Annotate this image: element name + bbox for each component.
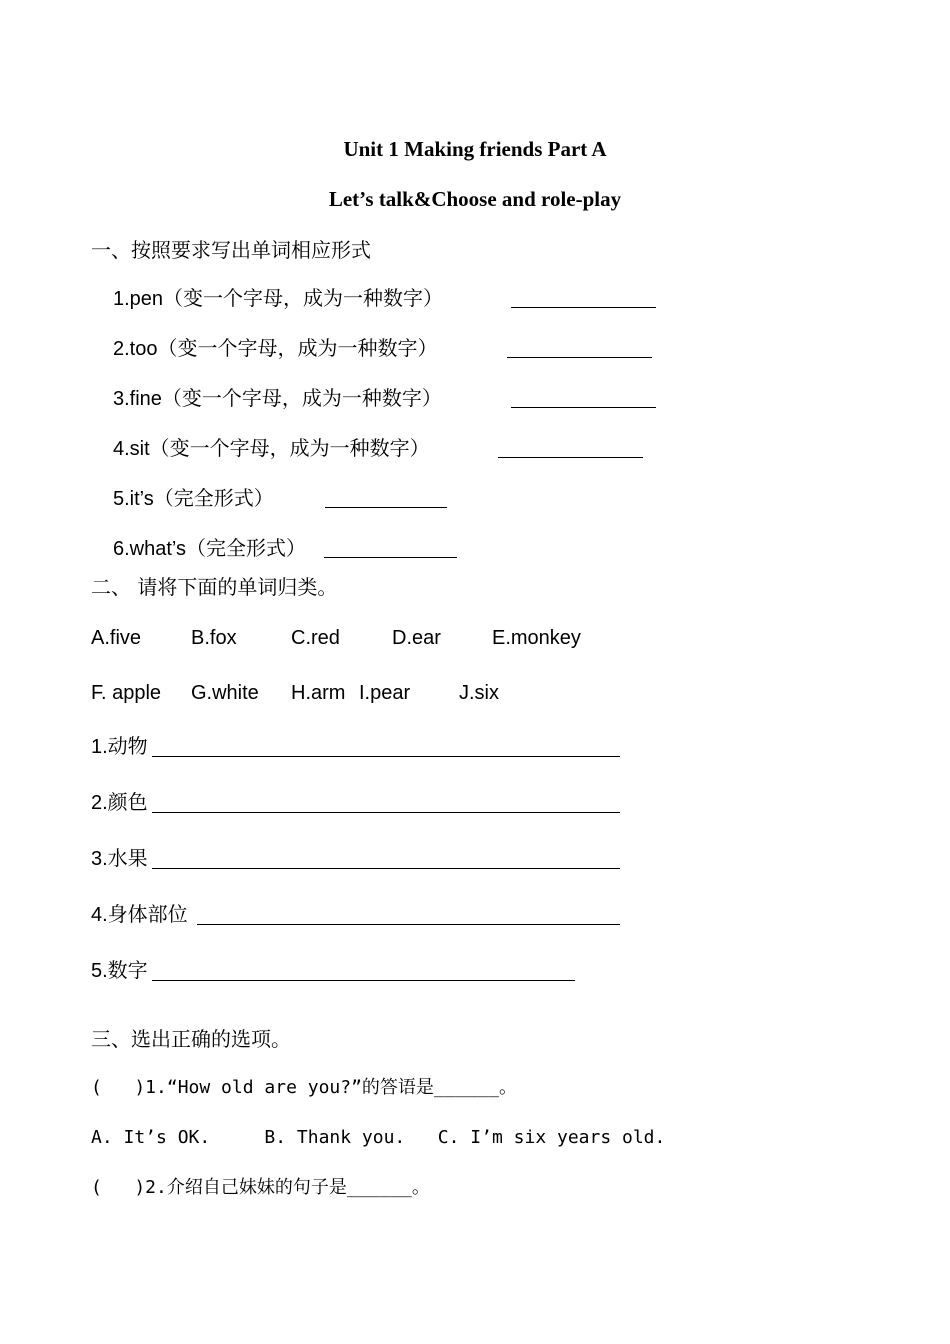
category-animals-blank[interactable]	[152, 756, 620, 757]
word-option: G.white	[191, 682, 259, 704]
category-fruits-blank[interactable]	[152, 868, 620, 869]
word-option: A.five	[91, 627, 142, 649]
category-body-parts-blank[interactable]	[197, 924, 620, 925]
word-option: B.fox	[191, 627, 237, 649]
category-numbers-blank[interactable]	[152, 980, 575, 981]
question-1-options: A. It’s OK. B. Thank you. C. I’m six years old.	[91, 1127, 666, 1148]
word-option: H.arm	[291, 682, 346, 704]
category-colors-blank[interactable]	[152, 812, 620, 813]
section-1-heading: 一、按照要求写出单词相应形式	[91, 238, 371, 262]
question-1: ( )1.“How old are you?”的答语是______。	[91, 1077, 517, 1098]
word-option: J.six	[459, 682, 499, 704]
item-2-prompt: 2.too（变一个字母，成为一种数字）	[113, 338, 438, 360]
category-fruits-label: 3.水果	[91, 848, 148, 870]
item-1-answer-blank[interactable]	[511, 307, 656, 308]
item-3-answer-blank[interactable]	[511, 407, 656, 408]
word-option: C.red	[291, 627, 340, 649]
item-3-prompt: 3.fine（变一个字母，成为一种数字）	[113, 388, 442, 410]
item-5-answer-blank[interactable]	[325, 507, 447, 508]
word-option: I.pear	[359, 682, 411, 704]
worksheet-title: Unit 1 Making friends Part A	[343, 137, 607, 161]
word-option: E.monkey	[492, 627, 581, 649]
item-2-answer-blank[interactable]	[507, 357, 652, 358]
category-colors-label: 2.颜色	[91, 792, 148, 814]
word-option: F. apple	[91, 682, 162, 704]
category-animals-label: 1.动物	[91, 736, 148, 758]
item-4-answer-blank[interactable]	[498, 457, 643, 458]
category-body-parts-label: 4.身体部位	[91, 904, 188, 926]
item-4-prompt: 4.sit（变一个字母，成为一种数字）	[113, 438, 430, 460]
section-3-heading: 三、选出正确的选项。	[91, 1027, 291, 1051]
worksheet-subtitle: Let’s talk&Choose and role-play	[328, 187, 622, 211]
word-option: D.ear	[392, 627, 441, 649]
item-6-prompt: 6.what’s（完全形式）	[113, 538, 307, 560]
item-1-prompt: 1.pen（变一个字母，成为一种数字）	[113, 288, 444, 310]
item-6-answer-blank[interactable]	[324, 557, 457, 558]
question-2: ( )2.介绍自己妹妹的句子是______。	[91, 1177, 430, 1198]
item-5-prompt: 5.it’s（完全形式）	[113, 488, 274, 510]
section-2-heading: 二、 请将下面的单词归类。	[91, 575, 338, 599]
category-numbers-label: 5.数字	[91, 960, 148, 982]
